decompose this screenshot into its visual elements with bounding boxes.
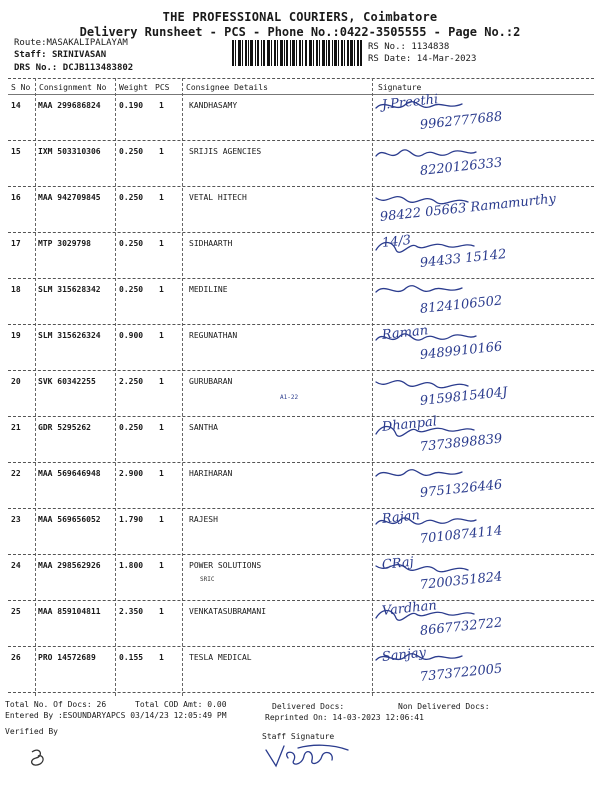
row-separator xyxy=(8,140,594,141)
col-pcs: PCS xyxy=(155,83,170,92)
row-consignee: REGUNATHAN xyxy=(189,331,238,340)
barcode xyxy=(232,40,362,66)
row-consignment-no: IXM 503310306 xyxy=(38,147,101,156)
row-pcs: 1 xyxy=(159,515,164,524)
row-weight: 2.250 xyxy=(119,377,144,386)
row-pcs: 1 xyxy=(159,239,164,248)
row-pcs: 1 xyxy=(159,469,164,478)
signature-phone: 94433 15142 xyxy=(419,246,508,271)
signature-name: Sanjay xyxy=(381,645,427,665)
row-consignment-no: MAA 569656052 xyxy=(38,515,101,524)
staff-value: SRINIVASAN xyxy=(51,50,107,60)
runsheet-title: Delivery Runsheet - PCS - Phone No.:0422-3505555 - Page No.:2 xyxy=(79,25,521,39)
signature-phone: 9489910166 xyxy=(419,339,504,363)
row-consignee: KANDHASAMY xyxy=(189,101,238,110)
row-sno: 23 xyxy=(11,515,21,524)
route-value: MASAKALIPALAYAM xyxy=(46,38,128,48)
row-consignment-no: MTP 3029798 xyxy=(38,239,91,248)
verified-by-label: Verified By xyxy=(5,727,58,736)
row-weight: 0.250 xyxy=(119,423,144,432)
row-weight: 1.790 xyxy=(119,515,144,524)
signature-phone: 9751326446 xyxy=(419,477,504,501)
staff-signature-mark xyxy=(262,740,352,770)
signature-phone: 7373898839 xyxy=(419,431,504,455)
row-consignee: RAJESH xyxy=(189,515,218,524)
non-delivered-docs: Non Delivered Docs: xyxy=(398,702,490,711)
column-divider xyxy=(372,78,373,696)
row-handwritten-note: SRIC xyxy=(200,576,215,583)
signature-phone: 9962777688 xyxy=(419,109,504,133)
rs-no-line xyxy=(368,42,449,52)
signature-name: Rajan xyxy=(381,508,421,527)
route-label: Route: xyxy=(14,38,47,48)
staff-line xyxy=(14,50,106,60)
row-pcs: 1 xyxy=(159,331,164,340)
row-pcs: 1 xyxy=(159,147,164,156)
row-separator xyxy=(8,646,594,647)
row-consignment-no: MAA 298562926 xyxy=(38,561,101,570)
row-consignee: SIDHAARTH xyxy=(189,239,233,248)
row-separator xyxy=(8,416,594,417)
row-consignment-no: SLM 315628342 xyxy=(38,285,101,294)
staff-signature-label: Staff Signature xyxy=(262,732,335,741)
row-weight: 0.250 xyxy=(119,193,144,202)
signature-phone: 7010874114 xyxy=(419,523,504,547)
row-pcs: 1 xyxy=(159,607,164,616)
row-weight: 2.350 xyxy=(119,607,144,616)
row-sno: 18 xyxy=(11,285,21,294)
row-sno: 15 xyxy=(11,147,21,156)
row-pcs: 1 xyxy=(159,653,164,662)
row-pcs: 1 xyxy=(159,561,164,570)
row-weight: 0.250 xyxy=(119,239,144,248)
col-consignee: Consignee Details xyxy=(186,83,268,92)
signature-phone: 7200351824 xyxy=(419,569,504,593)
signature-phone: 9159815404J xyxy=(419,384,509,409)
row-weight: 1.800 xyxy=(119,561,144,570)
row-separator xyxy=(8,600,594,601)
signature-name: Vardhan xyxy=(381,598,438,619)
row-separator xyxy=(8,186,594,187)
row-consignment-no: SVK 60342255 xyxy=(38,377,96,386)
signature-phone: 8124106502 xyxy=(419,293,504,317)
rs-date-value: 14-Mar-2023 xyxy=(416,54,477,64)
row-sno: 22 xyxy=(11,469,21,478)
row-consignee: TESLA MEDICAL xyxy=(189,653,252,662)
row-sno: 19 xyxy=(11,331,21,340)
row-consignee: HARIHARAN xyxy=(189,469,233,478)
signature-name: Dhanpal xyxy=(381,414,438,435)
row-consignment-no: MAA 942709845 xyxy=(38,193,101,202)
row-consignee: VETAL HITECH xyxy=(189,193,247,202)
table-top-rule xyxy=(8,78,594,79)
row-consignment-no: MAA 859104811 xyxy=(38,607,101,616)
row-pcs: 1 xyxy=(159,423,164,432)
column-divider xyxy=(115,78,116,696)
signature-name: CRaj xyxy=(381,554,415,573)
row-sno: 26 xyxy=(11,653,21,662)
row-handwritten-note: A1-22 xyxy=(280,394,299,401)
row-weight: 0.250 xyxy=(119,285,144,294)
row-pcs: 1 xyxy=(159,193,164,202)
signature-phone: 98422 05663 Ramamurthy xyxy=(379,191,557,225)
drs-value: DCJB113483802 xyxy=(62,63,134,73)
col-weight: Weight xyxy=(119,83,148,92)
row-pcs: 1 xyxy=(159,377,164,386)
verifier-signature-mark xyxy=(26,746,52,768)
row-consignee: POWER SOLUTIONS xyxy=(189,561,262,570)
row-sno: 24 xyxy=(11,561,21,570)
row-separator xyxy=(8,462,594,463)
row-consignment-no: MAA 299686824 xyxy=(38,101,101,110)
signature-name: J.Preethi xyxy=(381,92,439,113)
signature-phone: 8220126333 xyxy=(419,155,504,179)
column-divider xyxy=(182,78,183,696)
row-separator xyxy=(8,232,594,233)
reprinted-on: Reprinted On: 14-03-2023 12:06:41 xyxy=(265,713,424,722)
row-separator xyxy=(8,554,594,555)
row-consignment-no: GDR 5295262 xyxy=(38,423,91,432)
delivered-docs: Delivered Docs: xyxy=(272,702,345,711)
row-sno: 25 xyxy=(11,607,21,616)
row-consignee: GURUBARAN xyxy=(189,377,233,386)
staff-label: Staff: xyxy=(14,50,47,60)
row-sno: 16 xyxy=(11,193,21,202)
rs-no-label: RS No.: xyxy=(368,42,406,52)
row-sno: 17 xyxy=(11,239,21,248)
total-docs: Total No. Of Docs: 26 xyxy=(5,700,107,709)
drs-line xyxy=(14,63,133,73)
route-line xyxy=(14,38,128,48)
row-consignee: VENKATASUBRAMANI xyxy=(189,607,267,616)
row-separator xyxy=(8,278,594,279)
total-cod: Total COD Amt: 0.00 xyxy=(135,700,227,709)
row-separator xyxy=(8,692,594,693)
signature-phone: 8667732722 xyxy=(419,615,504,639)
row-sno: 21 xyxy=(11,423,21,432)
rs-date-label: RS Date: xyxy=(368,54,412,64)
row-pcs: 1 xyxy=(159,101,164,110)
table-header-rule xyxy=(8,94,594,95)
col-sno: S No xyxy=(11,83,31,92)
entered-by: Entered By :ESOUNDARYAPCS 03/14/23 12:05:49 PM xyxy=(5,711,227,720)
row-sno: 20 xyxy=(11,377,21,386)
signature-name: 14/3 xyxy=(381,232,412,251)
row-weight: 0.155 xyxy=(119,653,144,662)
row-consignee: SRIJIS AGENCIES xyxy=(189,147,262,156)
row-consignee: SANTHA xyxy=(189,423,218,432)
company-name: THE PROFESSIONAL COURIERS, Coimbatore xyxy=(162,10,438,24)
row-separator xyxy=(8,370,594,371)
signature-phone: 7373722005 xyxy=(419,661,504,685)
row-consignment-no: SLM 315626324 xyxy=(38,331,101,340)
rs-date-line xyxy=(368,54,476,64)
column-divider xyxy=(35,78,36,696)
signature-name: Raman xyxy=(381,323,429,343)
row-separator xyxy=(8,508,594,509)
row-separator xyxy=(8,324,594,325)
row-consignment-no: MAA 569646948 xyxy=(38,469,101,478)
col-consignment: Consignment No xyxy=(39,83,107,92)
row-pcs: 1 xyxy=(159,285,164,294)
row-weight: 0.900 xyxy=(119,331,144,340)
col-signature: Signature xyxy=(378,83,422,92)
rs-no-value: 1134838 xyxy=(411,42,450,52)
drs-label: DRS No.: xyxy=(14,63,58,73)
row-consignee: MEDILINE xyxy=(189,285,228,294)
row-sno: 14 xyxy=(11,101,21,110)
row-weight: 0.250 xyxy=(119,147,144,156)
row-weight: 0.190 xyxy=(119,101,144,110)
row-consignment-no: PRO 14572689 xyxy=(38,653,96,662)
row-weight: 2.900 xyxy=(119,469,144,478)
